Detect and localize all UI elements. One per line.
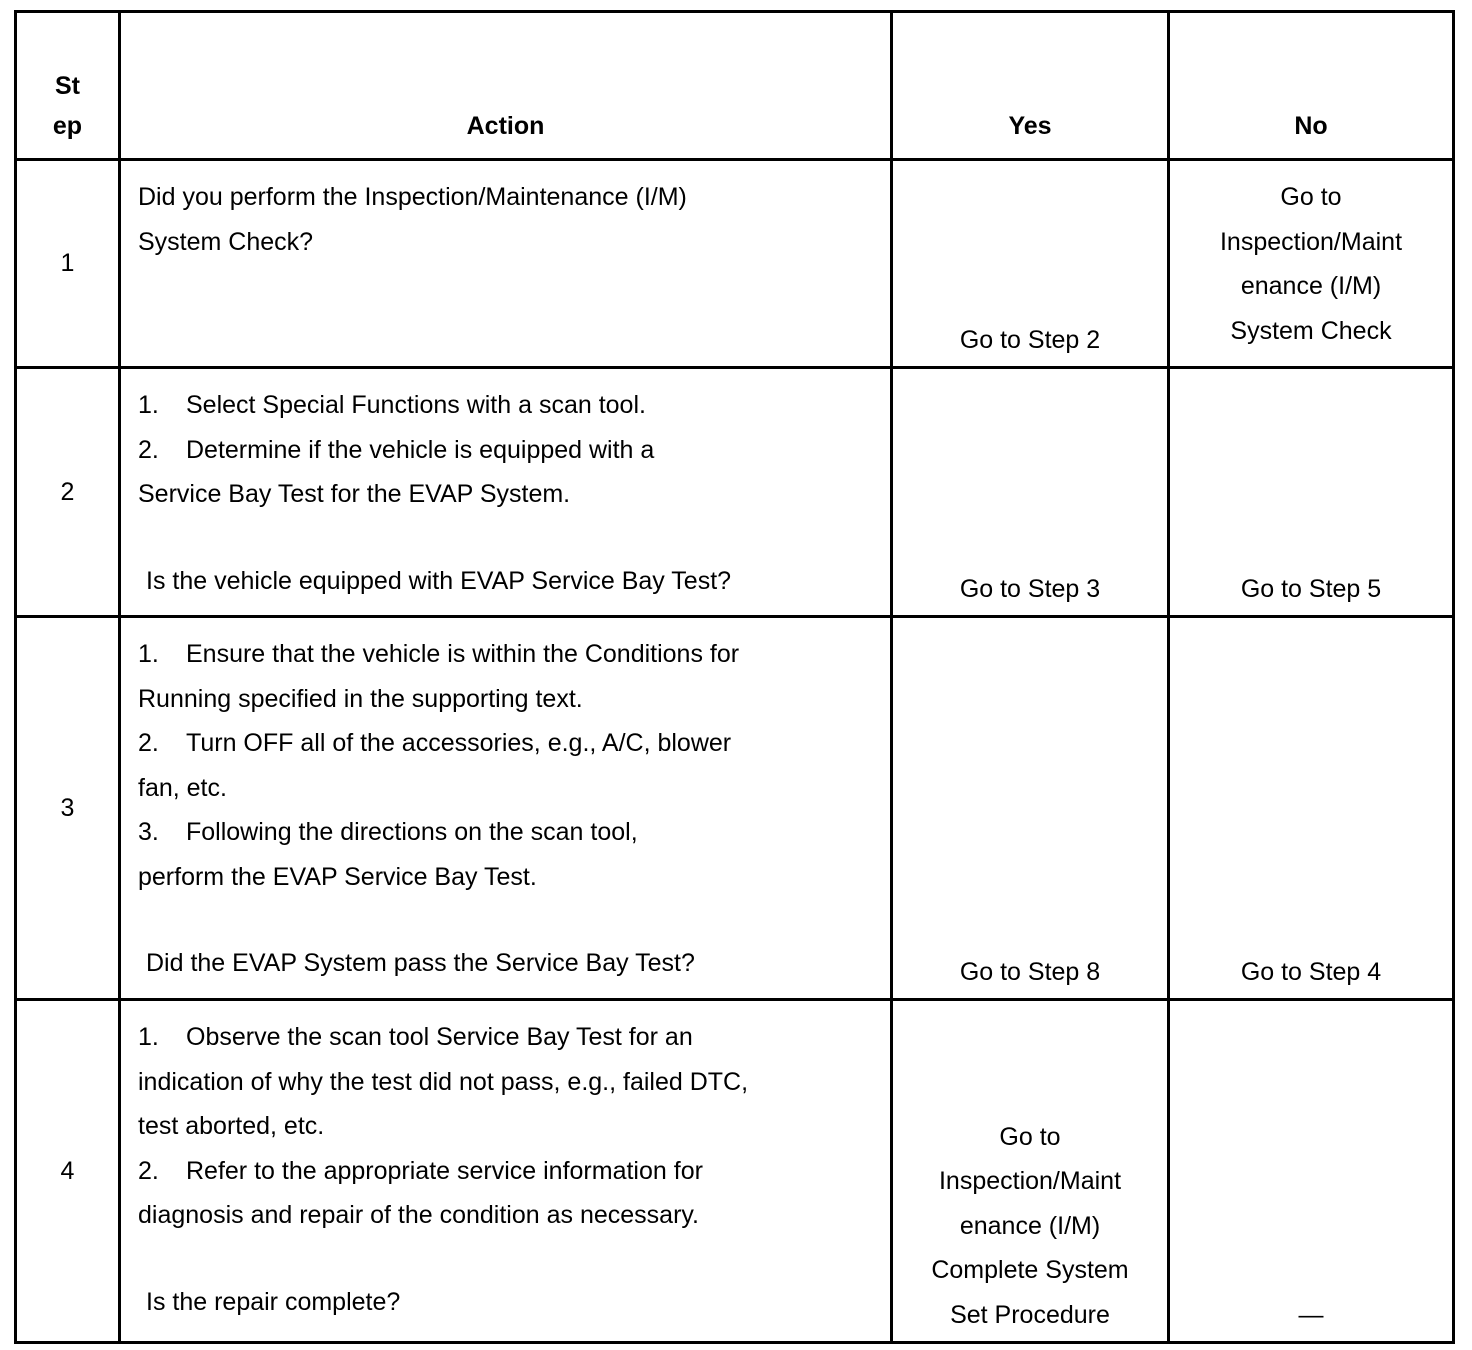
yes-cell: Go to Step 3 — [892, 368, 1169, 617]
item-text: Running specified in the supporting text. — [138, 684, 583, 713]
yes-line: Set Procedure — [950, 1300, 1110, 1329]
action-item — [138, 632, 880, 677]
item-text: Service Bay Test for the EVAP System. — [138, 480, 571, 508]
table-row — [16, 1000, 1454, 1343]
header-step-line-2: ep — [52, 112, 83, 140]
action-line: Did you perform the Inspection/Maintenance (I/M) — [138, 183, 687, 211]
yes-cell — [892, 1000, 1169, 1343]
item-text: Observe the scan tool Service Bay Test for an — [186, 1023, 693, 1051]
action-item — [138, 810, 880, 855]
action-item — [138, 1149, 880, 1194]
item-text: perform the EVAP Service Bay Test. — [138, 862, 537, 891]
action-question: Is the vehicle equipped with EVAP Service Bay Test? — [146, 566, 732, 595]
item-text: Determine if the vehicle is equipped with a — [186, 435, 655, 464]
header-yes: Yes — [892, 12, 1169, 160]
action-cell — [120, 368, 892, 617]
item-text: indication of why the test did not pass, e.g., failed DTC, — [138, 1067, 749, 1096]
action-cell — [120, 160, 892, 368]
yes-line: enance (I/M) — [959, 1211, 1101, 1240]
no-line: Go to — [1280, 183, 1342, 211]
no-cell: — — [1169, 1000, 1454, 1343]
step-number: 1 — [16, 160, 120, 368]
step-number: 3 — [16, 617, 120, 1000]
yes-line: Go to — [999, 1122, 1061, 1151]
no-cell: Go to Step 4 — [1169, 617, 1454, 1000]
action-item — [138, 1015, 880, 1060]
item-text: Refer to the appropriate service information for — [186, 1156, 703, 1185]
no-line: enance (I/M) — [1240, 272, 1382, 300]
item-text: Ensure that the vehicle is within the Conditions for — [186, 640, 740, 668]
item-text: test aborted, etc. — [138, 1112, 325, 1140]
item-number: 2. — [138, 729, 159, 757]
header-no: No — [1169, 12, 1454, 160]
item-number: 1. — [138, 391, 159, 419]
yes-cell: Go to Step 2 — [892, 160, 1169, 368]
no-line: System Check — [1230, 316, 1392, 345]
yes-line: Inspection/Maint — [938, 1167, 1122, 1195]
item-number: 1. — [138, 1023, 159, 1051]
table-row — [16, 368, 1454, 617]
yes-cell: Go to Step 8 — [892, 617, 1169, 1000]
no-line: Inspection/Maint — [1219, 227, 1403, 256]
item-number: 1. — [138, 640, 159, 668]
diagnostic-table — [14, 10, 1455, 1344]
action-line: System Check? — [138, 227, 314, 256]
item-number: 2. — [138, 1156, 159, 1185]
item-text: Select Special Functions with a scan tool. — [186, 391, 646, 419]
action-cell — [120, 617, 892, 1000]
table-row — [16, 160, 1454, 368]
action-question: Did the EVAP System pass the Service Bay Test? — [146, 949, 695, 977]
item-text: fan, etc. — [138, 773, 227, 802]
header-action: Action — [120, 12, 892, 160]
table-row — [16, 617, 1454, 1000]
header-step-line-1: St — [55, 72, 80, 100]
action-item — [138, 428, 880, 473]
step-number: 2 — [16, 368, 120, 617]
header-row — [16, 12, 1454, 160]
item-text: Turn OFF all of the accessories, e.g., A/C, blower — [186, 729, 732, 757]
yes-line: Complete System — [931, 1256, 1129, 1284]
item-text: diagnosis and repair of the condition as necessary. — [138, 1201, 699, 1229]
item-number: 3. — [138, 818, 159, 846]
item-number: 2. — [138, 435, 159, 464]
item-text: Following the directions on the scan tool, — [186, 818, 638, 846]
action-item — [138, 721, 880, 766]
step-number: 4 — [16, 1000, 120, 1343]
no-cell — [1169, 160, 1454, 368]
action-item — [138, 383, 880, 428]
action-cell — [120, 1000, 892, 1343]
header-step — [16, 12, 120, 160]
no-cell: Go to Step 5 — [1169, 368, 1454, 617]
action-question: Is the repair complete? — [146, 1287, 401, 1316]
